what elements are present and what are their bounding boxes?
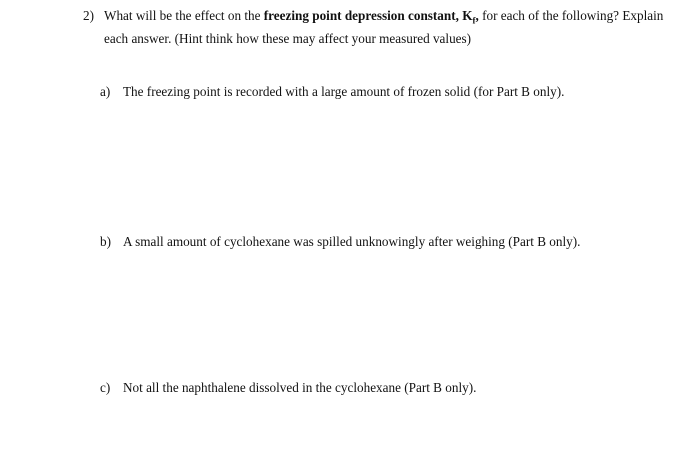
part-b-text: A small amount of cyclohexane was spilled unknowingly after weighing (Part B only). [123,234,581,249]
prompt-bold-subscript: f [472,15,476,26]
part-c [100,379,660,396]
question-prompt [104,7,674,47]
question-number: 2) [83,8,94,23]
part-c-label: c) [100,380,111,395]
part-a-text: The freezing point is recorded with a large amount of frozen solid (for Part B only). [123,84,565,99]
prompt-suffix: for each of the following? Explain each answer. (Hint think how these may affect your measured values) [104,8,664,46]
prompt-bold-text: freezing point depression constant, K [263,8,473,23]
part-b [100,233,660,250]
prompt-bold-term [263,8,479,26]
part-c-text: Not all the naphthalene dissolved in the cyclohexane (Part B only). [123,380,477,395]
part-a-label: a) [100,84,111,99]
part-a [100,83,660,100]
prompt-prefix: What will be the effect on the [104,8,264,23]
prompt-bold-tail: , [475,8,479,23]
part-b-label: b) [100,234,111,249]
